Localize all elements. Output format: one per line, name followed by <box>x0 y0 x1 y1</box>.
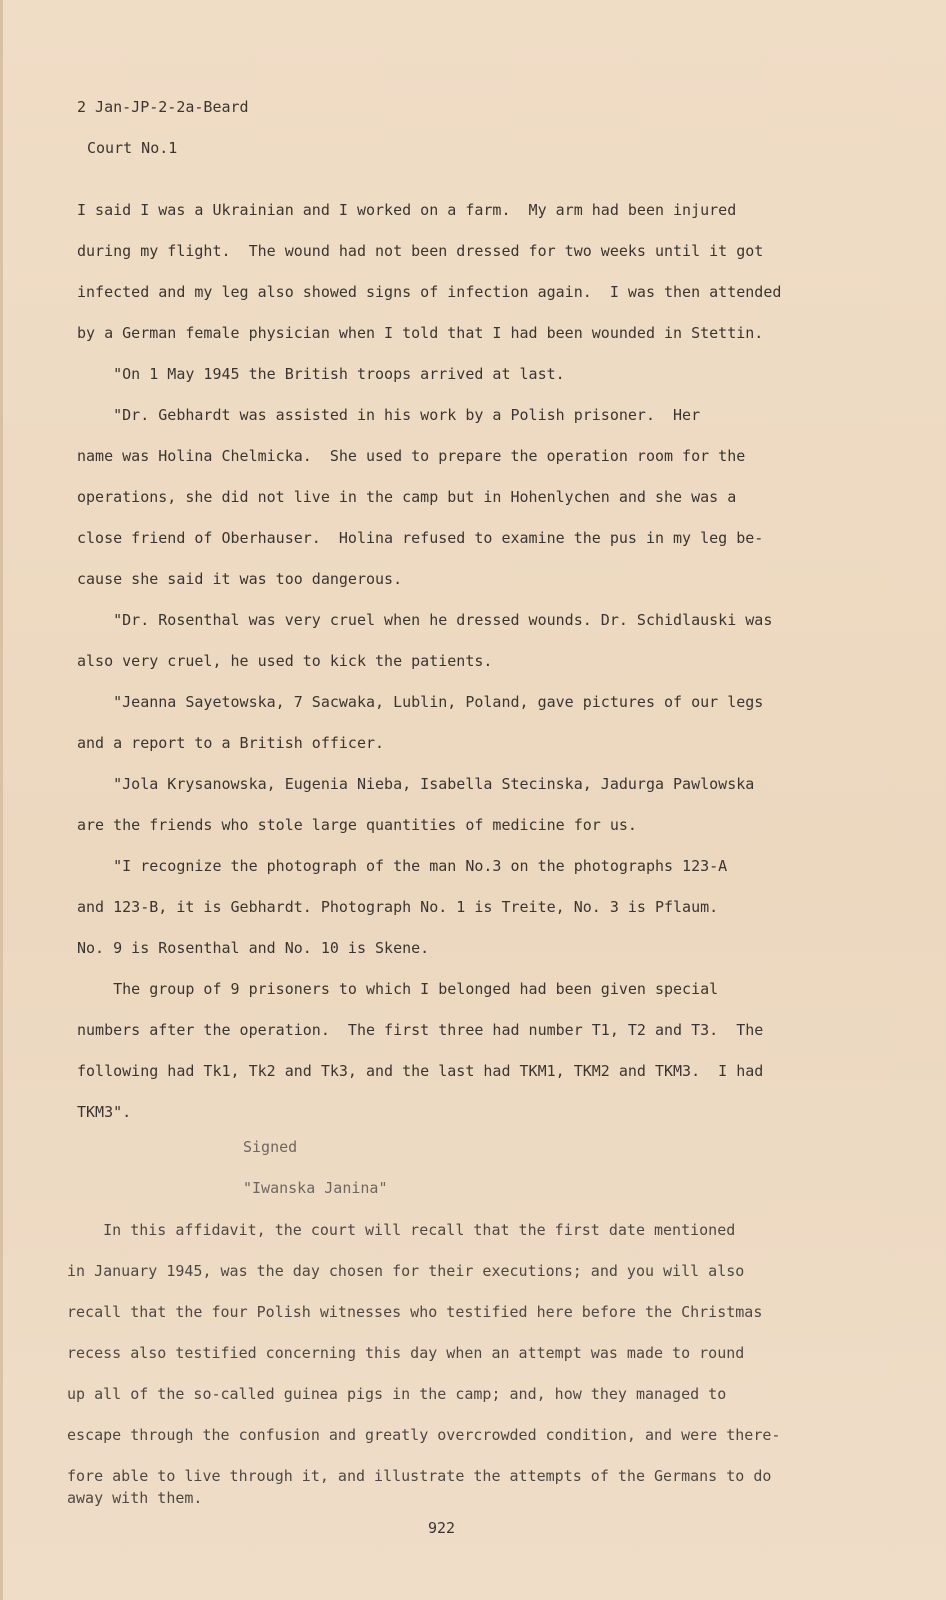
text-line: recess also testified concerning this day when an attempt was made to round <box>67 1344 745 1362</box>
text-line: following had Tk1, Tk2 and Tk3, and the last had TKM1, TKM2 and TKM3. I had <box>77 1062 764 1080</box>
text-line: also very cruel, he used to kick the patients. <box>77 652 493 670</box>
text-line: "Jeanna Sayetowska, 7 Sacwaka, Lublin, Poland, gave pictures of our legs <box>77 693 764 711</box>
text-line: numbers after the operation. The first three had number T1, T2 and T3. The <box>77 1021 764 1039</box>
text-line: recall that the four Polish witnesses who testified here before the Christmas <box>67 1303 763 1321</box>
text-line: escape through the confusion and greatly overcrowded condition, and were there- <box>67 1426 781 1444</box>
text-line: I said I was a Ukrainian and I worked on a farm. My arm had been injured <box>77 201 737 219</box>
text-line: "On 1 May 1945 the British troops arrived at last. <box>77 365 565 383</box>
text-line: and 123-B, it is Gebhardt. Photograph No. 1 is Treite, No. 3 is Pflaum. <box>77 898 719 916</box>
text-line: during my flight. The wound had not been dressed for two weeks until it got <box>77 242 764 260</box>
document-reference: 2 Jan-JP-2-2a-Beard <box>77 98 249 116</box>
text-line: and a report to a British officer. <box>77 734 385 752</box>
text-line: "I recognize the photograph of the man No.3 on the photographs 123-A <box>77 857 728 875</box>
affidavit-body <box>77 200 877 1143</box>
signature-name: "Iwanska Janina" <box>243 1179 388 1197</box>
text-line: close friend of Oberhauser. Holina refused to examine the pus in my leg be- <box>77 529 764 547</box>
text-line: "Dr. Rosenthal was very cruel when he dressed wounds. Dr. Schidlauski was <box>77 611 773 629</box>
text-line: TKM3". <box>77 1103 132 1121</box>
text-line: "Dr. Gebhardt was assisted in his work by a Polish prisoner. Her <box>77 406 701 424</box>
text-line: in January 1945, was the day chosen for their executions; and you will also <box>67 1262 745 1280</box>
text-line: infected and my leg also showed signs of infection again. I was then attended <box>77 283 782 301</box>
text-line: name was Holina Chelmicka. She used to prepare the operation room for the <box>77 447 746 465</box>
text-line: "Jola Krysanowska, Eugenia Nieba, Isabella Stecinska, Jadurga Pawlowska <box>77 775 755 793</box>
text-line: No. 9 is Rosenthal and No. 10 is Skene. <box>77 939 430 957</box>
text-line: up all of the so-called guinea pigs in the camp; and, how they managed to <box>67 1385 727 1403</box>
signature-label: Signed <box>243 1138 298 1156</box>
text-line: are the friends who stole large quantities of medicine for us. <box>77 816 637 834</box>
page-number: 922 <box>428 1519 456 1537</box>
text-line: The group of 9 prisoners to which I belonged had been given special <box>77 980 719 998</box>
court-label: Court No.1 <box>87 139 178 157</box>
text-line: In this affidavit, the court will recall that the first date mentioned <box>67 1221 736 1239</box>
text-line: away with them. <box>67 1489 203 1507</box>
text-line: operations, she did not live in the camp but in Hohenlychen and she was a <box>77 488 737 506</box>
text-line: fore able to live through it, and illustrate the attempts of the Germans to do <box>67 1467 772 1485</box>
text-line: by a German female physician when I told that I had been wounded in Stettin. <box>77 324 764 342</box>
court-commentary <box>67 1220 887 1529</box>
text-line: cause she said it was too dangerous. <box>77 570 403 588</box>
